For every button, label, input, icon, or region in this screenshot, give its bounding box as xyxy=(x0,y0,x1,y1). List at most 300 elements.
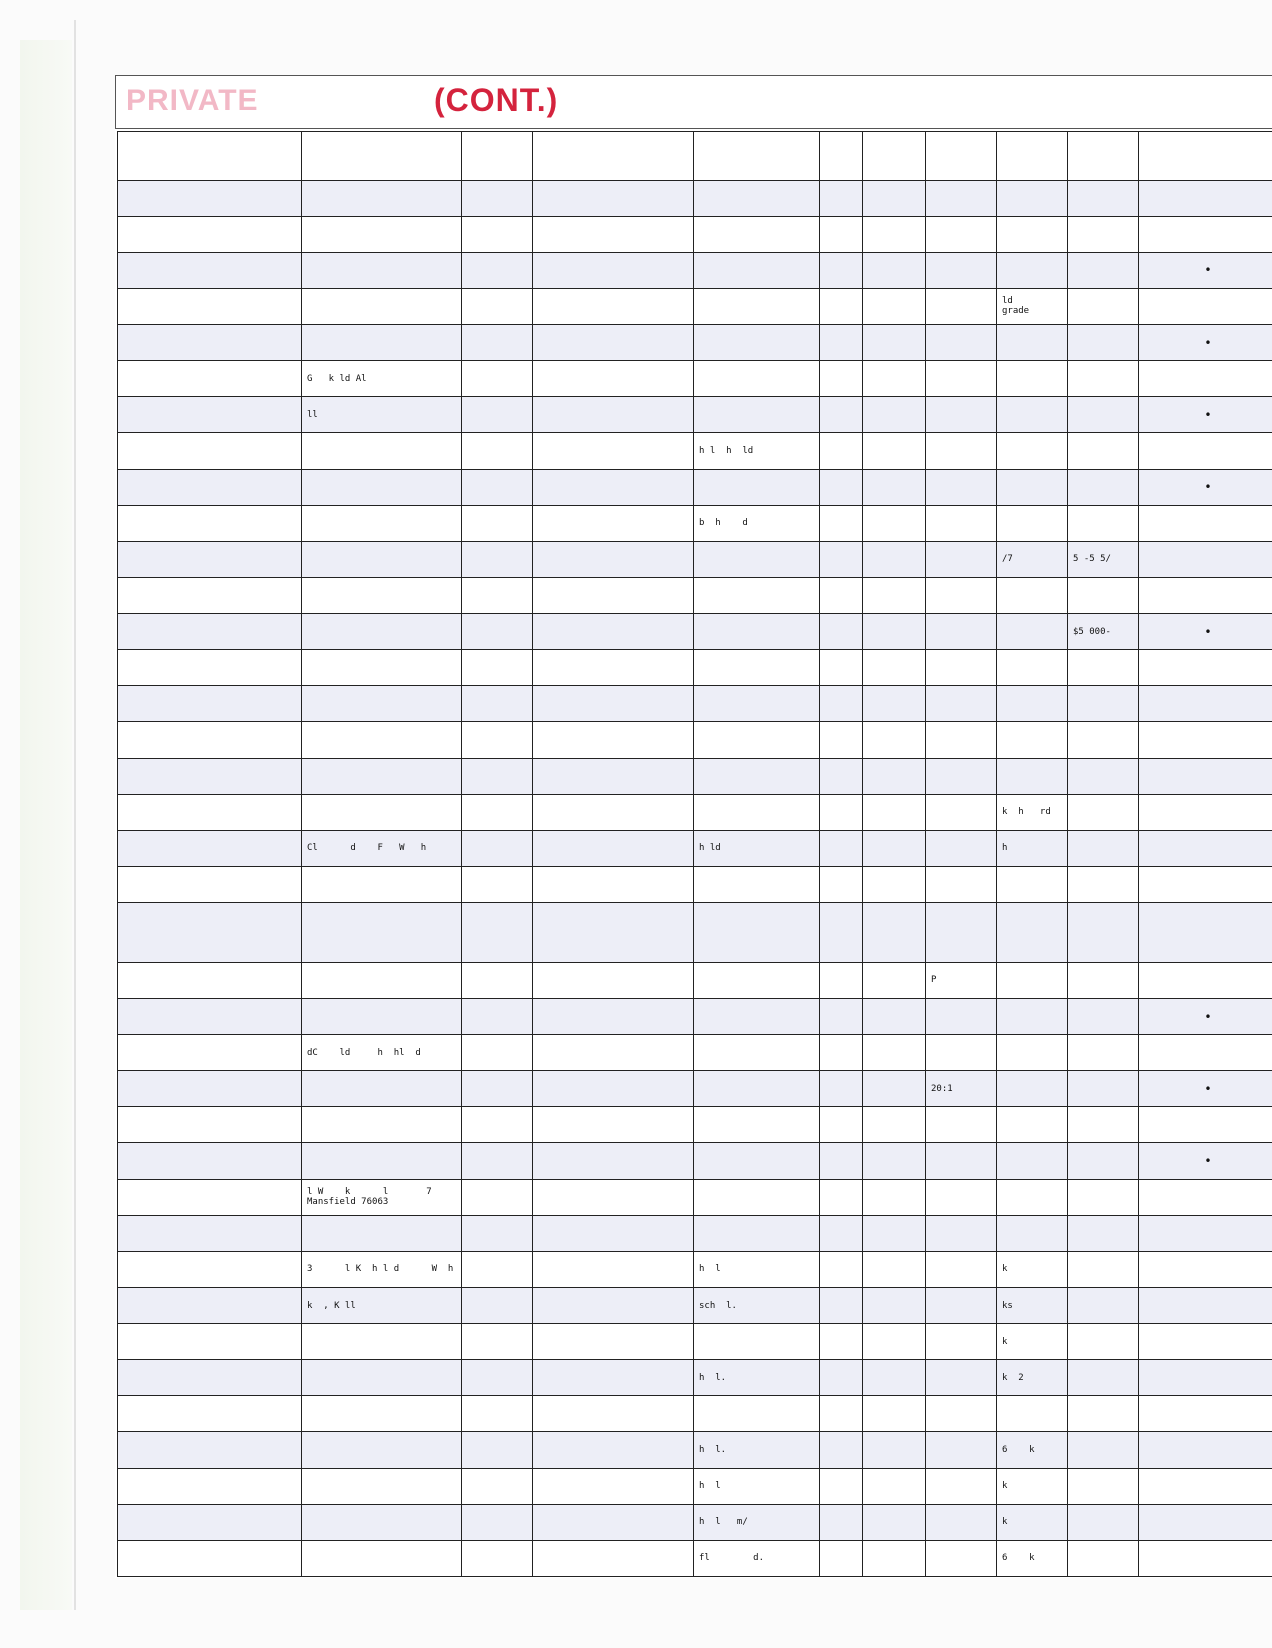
table-row xyxy=(118,1035,1272,1071)
table-cell xyxy=(118,998,302,1034)
table-cell: • xyxy=(1139,397,1272,433)
table-cell: k , K ll xyxy=(302,1287,462,1323)
table-cell xyxy=(997,1215,1068,1251)
table-cell xyxy=(820,1287,863,1323)
table-cell xyxy=(118,1251,302,1287)
table-cell xyxy=(1139,1215,1272,1251)
table-cell xyxy=(533,962,694,998)
table-cell: /7 xyxy=(997,541,1068,577)
table-cell xyxy=(1068,686,1139,722)
table-row xyxy=(118,288,1272,324)
table-cell xyxy=(820,505,863,541)
table-cell: k xyxy=(997,1324,1068,1360)
table-cell xyxy=(694,288,820,324)
table-cell xyxy=(302,1071,462,1107)
table-cell: k xyxy=(997,1251,1068,1287)
table-cell xyxy=(997,1396,1068,1432)
table-cell xyxy=(863,1107,926,1143)
table-cell xyxy=(118,903,302,963)
table-cell: k xyxy=(997,1468,1068,1504)
table-cell xyxy=(926,903,997,963)
table-cell xyxy=(863,722,926,758)
table-cell: • xyxy=(1139,252,1272,288)
table-cell xyxy=(863,1215,926,1251)
table-cell xyxy=(997,686,1068,722)
table-cell xyxy=(997,1107,1068,1143)
table-cell xyxy=(118,577,302,613)
table-cell xyxy=(302,541,462,577)
table-cell xyxy=(1139,1107,1272,1143)
table-cell xyxy=(926,252,997,288)
table-cell xyxy=(302,1468,462,1504)
table-cell xyxy=(820,1396,863,1432)
table-cell xyxy=(694,866,820,902)
table-row xyxy=(118,577,1272,613)
table-row xyxy=(118,722,1272,758)
table-cell xyxy=(997,1179,1068,1215)
table-cell xyxy=(118,1396,302,1432)
table-cell xyxy=(863,758,926,794)
table-cell xyxy=(533,1179,694,1215)
table-cell xyxy=(863,614,926,650)
table-cell xyxy=(118,216,302,252)
table-cell xyxy=(118,794,302,830)
table-cell xyxy=(462,1468,533,1504)
table-cell: $5 000- xyxy=(1068,614,1139,650)
table-cell xyxy=(302,614,462,650)
table-cell xyxy=(462,433,533,469)
table-cell xyxy=(533,1107,694,1143)
table-cell: • xyxy=(1139,325,1272,361)
table-cell xyxy=(462,288,533,324)
table-cell xyxy=(997,505,1068,541)
table-row xyxy=(118,1468,1272,1504)
table-cell xyxy=(118,180,302,216)
table-cell xyxy=(926,505,997,541)
table-cell xyxy=(820,758,863,794)
table-cell xyxy=(1068,1287,1139,1323)
table-cell xyxy=(533,1360,694,1396)
table-row xyxy=(118,541,1272,577)
table-cell xyxy=(820,722,863,758)
table-cell xyxy=(1139,1035,1272,1071)
table-cell xyxy=(997,722,1068,758)
table-cell: ll xyxy=(302,397,462,433)
table-cell: k xyxy=(997,1504,1068,1540)
table-cell: h l. xyxy=(694,1360,820,1396)
table-cell: 3 l K h l d W h xyxy=(302,1251,462,1287)
table-cell xyxy=(820,252,863,288)
table-cell xyxy=(926,1432,997,1468)
table-cell xyxy=(863,469,926,505)
table-cell xyxy=(462,361,533,397)
table-cell xyxy=(820,1143,863,1179)
table-cell xyxy=(997,361,1068,397)
table-cell xyxy=(926,830,997,866)
table-cell xyxy=(533,1396,694,1432)
table-cell xyxy=(820,794,863,830)
table-row xyxy=(118,216,1272,252)
table-cell xyxy=(462,1071,533,1107)
table-cell xyxy=(302,1324,462,1360)
table-cell xyxy=(462,397,533,433)
table-cell xyxy=(118,1215,302,1251)
table-cell xyxy=(462,1215,533,1251)
table-cell xyxy=(533,361,694,397)
table-cell: b h d xyxy=(694,505,820,541)
table-cell xyxy=(997,614,1068,650)
table-cell: k h rd xyxy=(997,794,1068,830)
table-cell: k 2 xyxy=(997,1360,1068,1396)
table-cell xyxy=(1139,650,1272,686)
table-cell xyxy=(1139,722,1272,758)
table-cell xyxy=(533,1468,694,1504)
table-cell xyxy=(462,866,533,902)
table-cell xyxy=(462,998,533,1034)
table-cell xyxy=(1068,469,1139,505)
table-cell xyxy=(863,794,926,830)
table-cell: 20:1 xyxy=(926,1071,997,1107)
table-cell xyxy=(820,1468,863,1504)
section-header xyxy=(115,75,1272,129)
table-row xyxy=(118,794,1272,830)
table-cell xyxy=(302,132,462,181)
table-cell xyxy=(694,252,820,288)
table-cell xyxy=(118,1071,302,1107)
table-cell xyxy=(997,469,1068,505)
table-cell: ks xyxy=(997,1287,1068,1323)
table-cell xyxy=(820,132,863,181)
table-cell xyxy=(926,1540,997,1576)
table-cell xyxy=(1139,1504,1272,1540)
directory-table xyxy=(117,131,1272,1577)
table-cell: • xyxy=(1139,998,1272,1034)
table-cell xyxy=(1068,1215,1139,1251)
table-cell xyxy=(863,1179,926,1215)
table-cell xyxy=(1139,1432,1272,1468)
table-cell xyxy=(302,998,462,1034)
table-row xyxy=(118,1540,1272,1576)
table-cell xyxy=(997,962,1068,998)
table-cell xyxy=(1139,433,1272,469)
table-cell xyxy=(997,903,1068,963)
table-cell xyxy=(1139,1251,1272,1287)
table-row xyxy=(118,1251,1272,1287)
table-cell: h ld xyxy=(694,830,820,866)
table-cell xyxy=(1139,1324,1272,1360)
table-row xyxy=(118,1324,1272,1360)
table-cell xyxy=(118,1143,302,1179)
table-cell xyxy=(863,1432,926,1468)
table-cell xyxy=(694,722,820,758)
table-cell xyxy=(118,962,302,998)
table-cell xyxy=(533,577,694,613)
table-cell xyxy=(820,1035,863,1071)
table-cell xyxy=(863,1468,926,1504)
table-cell xyxy=(1068,722,1139,758)
table-cell xyxy=(462,180,533,216)
table-cell xyxy=(1139,541,1272,577)
table-cell xyxy=(926,794,997,830)
table-cell xyxy=(462,1504,533,1540)
table-row xyxy=(118,866,1272,902)
table-cell xyxy=(302,577,462,613)
table-cell xyxy=(118,1107,302,1143)
table-cell xyxy=(694,180,820,216)
table-cell xyxy=(1139,180,1272,216)
table-cell xyxy=(820,1251,863,1287)
table-cell xyxy=(997,180,1068,216)
table-cell xyxy=(997,577,1068,613)
table-cell xyxy=(997,132,1068,181)
table-cell xyxy=(118,1468,302,1504)
table-cell xyxy=(118,541,302,577)
table-cell xyxy=(926,1468,997,1504)
table-cell xyxy=(820,1071,863,1107)
table-cell xyxy=(1068,1396,1139,1432)
table-cell xyxy=(533,288,694,324)
table-cell xyxy=(533,216,694,252)
table-cell: dC ld h hl d xyxy=(302,1035,462,1071)
table-cell xyxy=(694,903,820,963)
table-cell xyxy=(1139,686,1272,722)
table-cell xyxy=(820,216,863,252)
table-cell xyxy=(302,1396,462,1432)
table-cell xyxy=(533,1540,694,1576)
table-cell xyxy=(820,469,863,505)
table-cell xyxy=(694,1035,820,1071)
table-cell xyxy=(462,794,533,830)
table-cell xyxy=(118,1540,302,1576)
table-cell: • xyxy=(1139,469,1272,505)
table-cell xyxy=(863,132,926,181)
table-cell xyxy=(863,903,926,963)
table-cell xyxy=(462,1179,533,1215)
left-margin-strip xyxy=(20,40,72,1610)
table-cell xyxy=(462,1540,533,1576)
table-cell xyxy=(1068,132,1139,181)
table-cell xyxy=(462,541,533,577)
table-cell xyxy=(694,794,820,830)
table-cell xyxy=(462,903,533,963)
header-title-private: PRIVATE xyxy=(126,84,259,117)
table-cell xyxy=(694,686,820,722)
table-cell xyxy=(863,962,926,998)
table-cell xyxy=(118,505,302,541)
table-cell xyxy=(302,1143,462,1179)
table-cell xyxy=(118,650,302,686)
table-cell xyxy=(997,1143,1068,1179)
table-cell xyxy=(820,1360,863,1396)
table-cell xyxy=(863,1035,926,1071)
table-cell xyxy=(694,1324,820,1360)
table-cell xyxy=(1068,1468,1139,1504)
table-cell xyxy=(118,361,302,397)
table-cell xyxy=(118,288,302,324)
table-cell xyxy=(462,325,533,361)
table-cell xyxy=(533,132,694,181)
table-cell xyxy=(118,722,302,758)
table-cell xyxy=(302,1432,462,1468)
table-cell xyxy=(820,830,863,866)
table-cell xyxy=(926,288,997,324)
table-cell xyxy=(1139,1179,1272,1215)
header-title-continued: (CONT.) xyxy=(434,82,559,118)
table-cell xyxy=(997,758,1068,794)
table-row xyxy=(118,433,1272,469)
table-cell xyxy=(1068,1324,1139,1360)
table-cell xyxy=(926,361,997,397)
table-cell xyxy=(1068,650,1139,686)
table-cell xyxy=(820,1504,863,1540)
table-cell: h xyxy=(997,830,1068,866)
table-cell xyxy=(462,1251,533,1287)
table-cell xyxy=(863,397,926,433)
table-cell xyxy=(533,505,694,541)
table-cell: h l xyxy=(694,1468,820,1504)
table-cell xyxy=(533,722,694,758)
table-cell xyxy=(1139,866,1272,902)
table-cell xyxy=(926,686,997,722)
table-row xyxy=(118,830,1272,866)
table-cell xyxy=(863,1540,926,1576)
table-cell xyxy=(863,866,926,902)
table-cell xyxy=(694,132,820,181)
table-cell xyxy=(533,1035,694,1071)
table-cell xyxy=(926,866,997,902)
table-cell xyxy=(926,758,997,794)
table-cell xyxy=(462,1324,533,1360)
table-cell xyxy=(863,1287,926,1323)
table-cell xyxy=(863,216,926,252)
table-cell xyxy=(118,758,302,794)
table-cell xyxy=(694,1107,820,1143)
table-cell xyxy=(694,361,820,397)
table-cell xyxy=(863,252,926,288)
table-cell xyxy=(694,325,820,361)
table-cell xyxy=(118,397,302,433)
table-cell xyxy=(1139,1360,1272,1396)
table-cell xyxy=(302,794,462,830)
table-row xyxy=(118,180,1272,216)
table-cell xyxy=(1068,505,1139,541)
table-cell: • xyxy=(1139,614,1272,650)
table-cell xyxy=(533,1287,694,1323)
table-cell xyxy=(863,433,926,469)
table-cell xyxy=(1068,903,1139,963)
table-cell xyxy=(462,1287,533,1323)
table-cell xyxy=(462,1107,533,1143)
table-cell xyxy=(820,686,863,722)
table-cell xyxy=(118,1287,302,1323)
table-cell xyxy=(1139,1468,1272,1504)
table-cell xyxy=(533,650,694,686)
table-row xyxy=(118,252,1272,288)
table-cell: h l h ld xyxy=(694,433,820,469)
table-cell xyxy=(1068,397,1139,433)
table-cell xyxy=(926,650,997,686)
table-cell xyxy=(1068,1035,1139,1071)
table-cell xyxy=(997,252,1068,288)
table-cell xyxy=(533,325,694,361)
table-cell xyxy=(997,397,1068,433)
table-cell xyxy=(462,722,533,758)
table-cell xyxy=(926,1396,997,1432)
table-cell xyxy=(863,830,926,866)
table-cell xyxy=(462,132,533,181)
table-cell xyxy=(118,252,302,288)
table-cell xyxy=(462,1143,533,1179)
table-cell xyxy=(694,650,820,686)
table-cell xyxy=(863,1251,926,1287)
table-cell xyxy=(694,577,820,613)
table-cell xyxy=(462,650,533,686)
table-cell xyxy=(694,541,820,577)
table-cell xyxy=(302,758,462,794)
table-cell: 5 -5 5/ xyxy=(1068,541,1139,577)
table-cell xyxy=(926,433,997,469)
table-cell xyxy=(863,180,926,216)
table-cell xyxy=(820,962,863,998)
table-cell xyxy=(302,469,462,505)
table-cell xyxy=(1139,830,1272,866)
table-cell: h l m/ xyxy=(694,1504,820,1540)
table-cell xyxy=(462,614,533,650)
table-cell xyxy=(1139,962,1272,998)
table-cell xyxy=(302,288,462,324)
table-cell xyxy=(926,998,997,1034)
table-cell xyxy=(1139,216,1272,252)
table-cell xyxy=(997,1071,1068,1107)
table-cell xyxy=(926,469,997,505)
table-cell xyxy=(118,469,302,505)
table-cell xyxy=(820,325,863,361)
table-row xyxy=(118,361,1272,397)
table-cell xyxy=(820,1107,863,1143)
table-cell xyxy=(118,830,302,866)
table-cell xyxy=(926,1143,997,1179)
table-row xyxy=(118,998,1272,1034)
table-cell xyxy=(1068,180,1139,216)
table-cell xyxy=(1139,577,1272,613)
table-row xyxy=(118,1179,1272,1215)
table-cell xyxy=(1068,1540,1139,1576)
table-cell xyxy=(863,361,926,397)
table-cell xyxy=(926,1504,997,1540)
table-cell xyxy=(926,1251,997,1287)
table-cell xyxy=(926,1035,997,1071)
table-cell xyxy=(997,998,1068,1034)
table-cell: P xyxy=(926,962,997,998)
table-cell xyxy=(533,866,694,902)
table-cell xyxy=(1139,758,1272,794)
table-cell xyxy=(694,216,820,252)
table-cell xyxy=(118,1504,302,1540)
table-cell xyxy=(926,541,997,577)
table-cell xyxy=(302,1360,462,1396)
table-cell xyxy=(1068,577,1139,613)
table-cell xyxy=(863,505,926,541)
table-cell: l W k l 7 Mansfield 76063 xyxy=(302,1179,462,1215)
table-cell xyxy=(694,1215,820,1251)
table-cell xyxy=(863,288,926,324)
table-cell xyxy=(820,866,863,902)
table-cell xyxy=(926,397,997,433)
table-row xyxy=(118,1215,1272,1251)
table-cell xyxy=(533,903,694,963)
table-cell: • xyxy=(1139,1071,1272,1107)
table-cell xyxy=(997,650,1068,686)
